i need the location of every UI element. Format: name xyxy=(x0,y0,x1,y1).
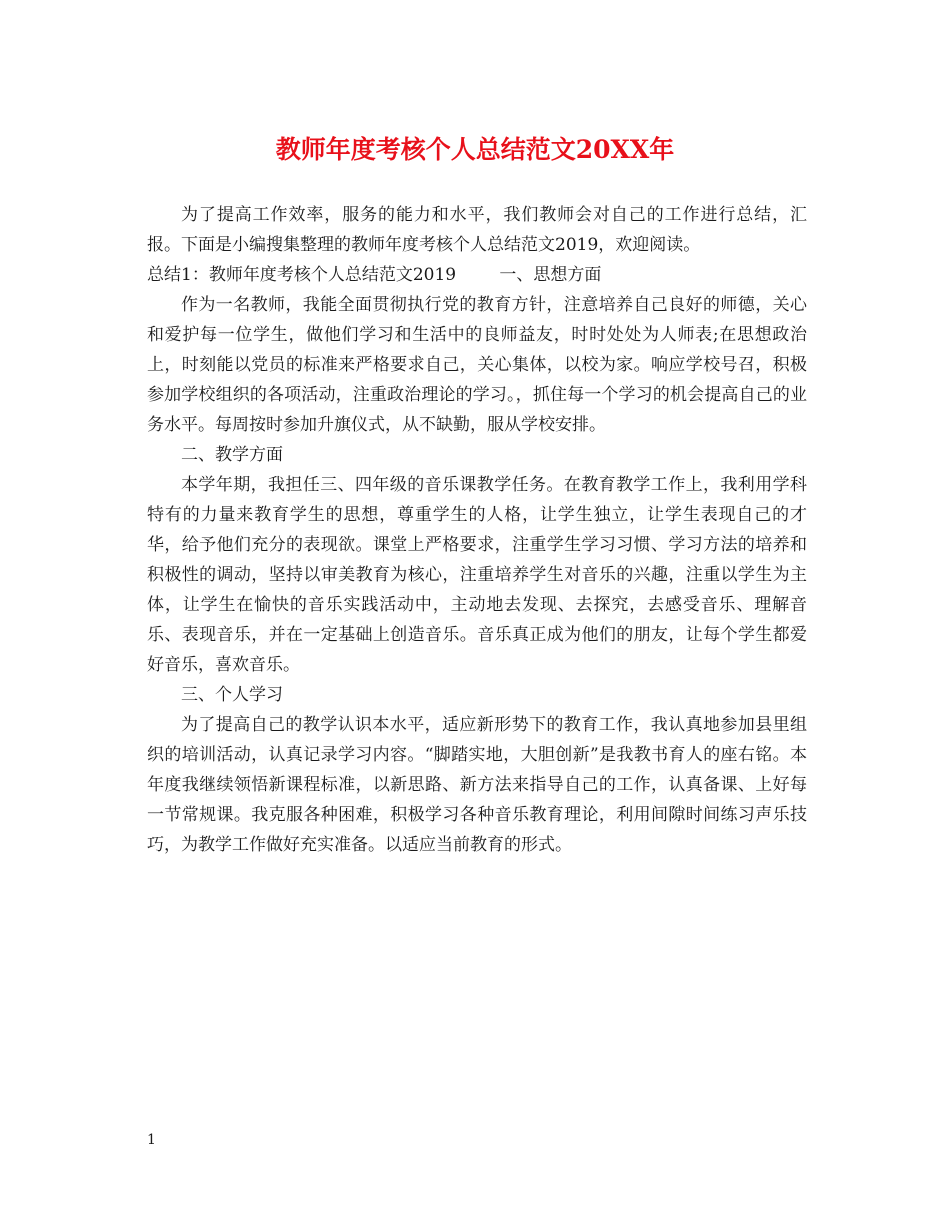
page-number: 1 xyxy=(147,1132,156,1148)
document-body xyxy=(147,200,807,860)
document-title: 教师年度考核个人总结范文20XX年 xyxy=(275,135,675,164)
intro-paragraph: 为了提高工作效率，服务的能力和水平，我们教师会对自己的工作进行总结，汇报。下面是小编搜集整理的教师年度考核个人总结范文2019，欢迎阅读。 xyxy=(147,205,807,255)
summary-heading-line xyxy=(147,260,807,290)
section2-heading: 二、教学方面 xyxy=(181,445,283,465)
section2-paragraph: 本学年期，我担任三、四年级的音乐课教学任务。在教育教学工作上，我利用学科特有的力量来教育学生的思想，尊重学生的人格，让学生独立，让学生表现自己的才华，给予他们充分的表现欲。课堂上严格要求，注重学生学习习惯、学习方法的培养和积极性的调动，坚持以审美教育为核心，注重培养学生对音乐的兴趣，注重以学生为主体，让学生在愉快的音乐实践活动中，主动地去发现、去探究，去感受音乐、理解音乐、表现音乐，并在一定基础上创造音乐。音乐真正成为他们的朋友，让每个学生都爱好音乐，喜欢音乐。 xyxy=(147,475,807,675)
summary-heading: 总结1：教师年度考核个人总结范文2019 xyxy=(147,265,457,285)
section3-heading: 三、个人学习 xyxy=(181,685,283,705)
section1-paragraph: 作为一名教师，我能全面贯彻执行党的教育方针，注意培养自己良好的师德，关心和爱护每一位学生，做他们学习和生活中的良师益友，时时处处为人师表;在思想政治上，时刻能以党员的标准来严格要求自己，关心集体，以校为家。响应学校号召，积极参加学校组织的各项活动，注重政治理论的学习。，抓住每一个学习的机会提高自己的业务水平。每周按时参加升旗仪式，从不缺勤，服从学校安排。 xyxy=(147,295,807,435)
section1-heading: 一、思想方面 xyxy=(499,265,602,285)
section3-paragraph: 为了提高自己的教学认识本水平，适应新形势下的教育工作，我认真地参加县里组织的培训活动，认真记录学习内容。“脚踏实地，大胆创新”是我教书育人的座右铭。本年度我继续领悟新课程标准，以新思路、新方法来指导自己的工作，认真备课、上好每一节常规课。我克服各种困难，积极学习各种音乐教育理论，利用间隙时间练习声乐技巧，为教学工作做好充实准备。以适应当前教育的形式。 xyxy=(147,715,807,855)
